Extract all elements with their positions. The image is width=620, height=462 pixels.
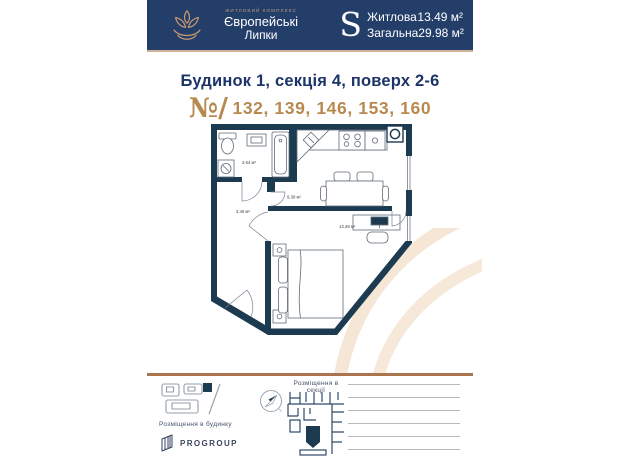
developer-name: PROGROUP [180,438,238,448]
window-icon [405,156,412,190]
highlighted-unit [306,426,320,448]
stove-icon [339,131,365,150]
brand-leaf-icon [168,5,206,47]
bed-icon [288,250,343,318]
living-area-label: Житлова [367,10,417,24]
pillow-icon [279,287,288,313]
area-symbol: S [339,5,362,44]
notes-lines [348,384,460,462]
total-area-row [367,25,463,41]
note-line [348,449,460,450]
note-line [348,384,460,385]
dining-table-icon [326,181,383,206]
brand-name-line2: Липки [244,28,278,42]
note-line [348,423,460,424]
location-title: Будинок 1, секція 4, поверх 2-6 [180,72,440,90]
apartment-numbers: 132, 139, 146, 153, 160 [232,98,432,118]
apartment-numbers-line [147,93,473,124]
boiler-icon [387,126,403,142]
note-line [348,410,460,411]
note-line [348,436,460,437]
hallway-area-label: 3.46 м² [236,209,250,214]
toilet-bowl-icon [222,138,234,154]
brand-name-line1: Європейські [223,14,299,29]
header-underline [147,50,473,52]
number-sign: №/ [188,93,229,124]
title-block [147,72,473,124]
brand-complex-label: ЖИТЛОВИЙ КОМПЛЕКС [225,8,297,13]
building-location-label: Розміщення в будинку [159,421,232,428]
note-line [348,397,460,398]
chair-icon [357,172,373,181]
bathroom-area-label: 3.64 м² [242,160,256,165]
section-plan-icon [286,390,346,458]
window-icon [405,216,412,241]
flyer-card [147,0,473,460]
pillow-icon [279,257,288,283]
progroup-cube-icon [159,433,175,453]
kitchen-area-label: 9.39 м² [287,194,301,200]
header-bar [147,0,473,50]
total-area-label: Загальна [367,26,419,40]
building-site-plan-icon [159,381,221,417]
section-location-label: Розміщення в секції [293,380,339,394]
compass-icon [258,388,284,414]
bedroom-area-label: 13.49 м² [339,224,356,229]
floor-plan-svg [211,124,412,342]
footer-divider [147,373,473,376]
living-area-row [367,9,463,25]
developer-logo [159,433,238,453]
chair-icon [334,172,350,181]
location-marker-icon [203,383,212,392]
total-area-value: 29.98 м² [418,26,464,40]
area-summary [339,6,463,43]
nightstand-icon [273,244,286,256]
computer-icon [371,217,388,225]
living-area-value: 13.49 м² [417,10,463,24]
desk-chair-icon [367,232,388,243]
brand-block [207,8,315,42]
